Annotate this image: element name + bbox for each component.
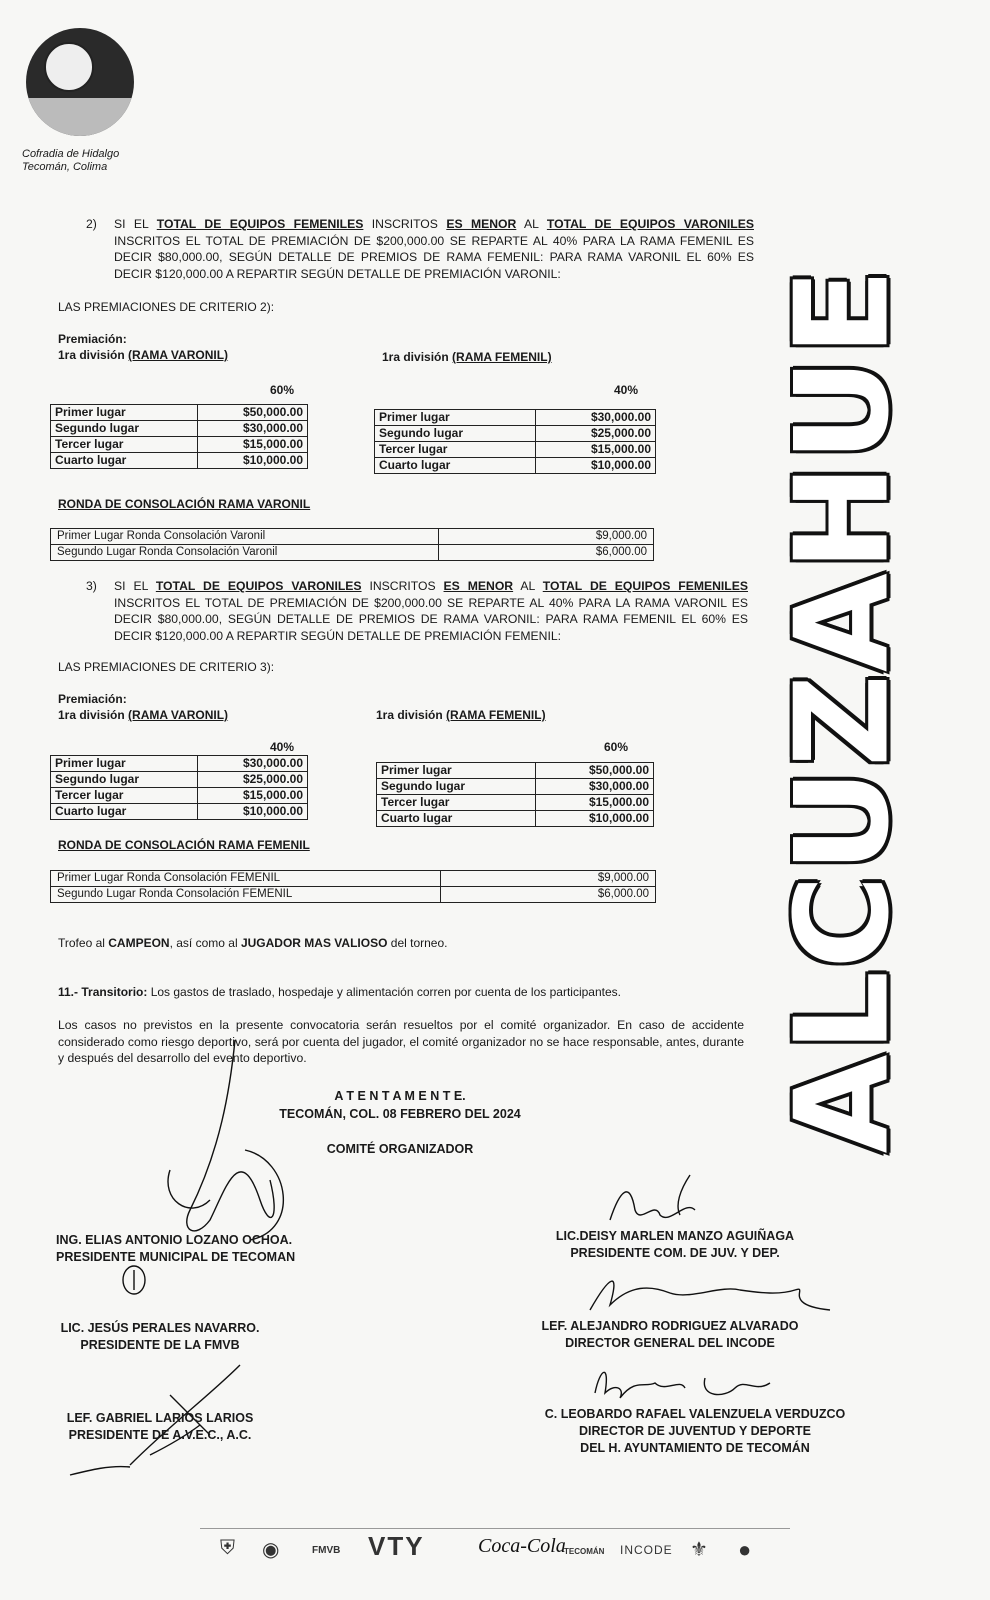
consolation-title-varonil: RONDA DE CONSOLACIÓN RAMA VARONIL [58,497,311,511]
volleyball-icon [44,42,94,92]
sponsor-cocacola: Coca-Cola [478,1535,566,1557]
brand-banner [768,210,918,1210]
right-percent: 60% [604,740,629,754]
sponsor-vty: VTY [368,1531,425,1561]
closing-place-date: TECOMÁN, COL. 08 FEBRERO DEL 2024 [279,1107,521,1121]
criterio-3-heading: LAS PREMIACIONES DE CRITERIO 3): [58,660,275,674]
org-logo [22,28,140,178]
signature-perales [110,1262,170,1302]
signatory-lozano: ING. ELIAS ANTONIO LOZANO OCHOA. PRESIDENTE MUNICIPAL DE TECOMAN [56,1233,296,1264]
left-percent: 40% [270,740,295,754]
signatory-valenzuela: C. LEOBARDO RAFAEL VALENZUELA VERDUZCO DIRECTOR DE JUVENTUD Y DEPORTE DEL H. AYUNTAMIENTO DE TECOMÁN [544,1407,846,1455]
signature-lozano [150,1030,310,1250]
volleyball-club-icon: ◉ [262,1539,280,1561]
casos-paragraph: Los casos no previstos en la presente convocatoria serán resueltos por el comité organizador. En caso de accidente considerado como riesgo deportivo, será por cuenta del jugador, el comité organizador no se hace responsable, antes, durante y después del desarrollo del evento deportivo. [58,1018,744,1065]
sponsor-tecoman: TECOMÁN [564,1547,605,1556]
trofeo-line: Trofeo al CAMPEON, así como al JUGADOR MAS VALIOSO del torneo. [58,936,448,950]
signature-valenzuela [585,1358,785,1408]
consolation-table-varonil [50,528,654,561]
consolation-title-femenil: RONDA DE CONSOLACIÓN RAMA FEMENIL [58,838,310,852]
sponsor-fmvb: FMVB [312,1545,341,1556]
criterio-2-heading: LAS PREMIACIONES DE CRITERIO 2): [58,300,275,314]
table-row: Primer lugar $50,000.00 [377,763,654,779]
signatory-rodriguez: LEF. ALEJANDRO RODRIGUEZ ALVARADO DIRECTOR GENERAL DEL INCODE [541,1319,799,1350]
crocodile-wave-graphic [26,98,134,136]
table-row: Cuarto lugar $10,000.00 [377,811,654,827]
table-row: Tercer lugar $15,000.00 [51,788,308,804]
table-row: Segundo lugar $25,000.00 [375,426,656,442]
prize-table-varonil [50,404,308,469]
table-row: Primer lugar $30,000.00 [375,410,656,426]
prize-table-varonil [50,755,308,820]
table-row: Segundo lugar $30,000.00 [377,779,654,795]
prize-table-femenil [374,409,656,474]
table-row: Cuarto lugar $10,000.00 [51,804,308,820]
signature-rodriguez [580,1265,840,1325]
criterio-2-paragraph: 2) SI EL TOTAL DE EQUIPOS FEMENILES INSCRITOS ES MENOR AL TOTAL DE EQUIPOS VARONILES INSCRITOS EL TOTAL DE PREMIACIÓN DE $200,000.00 SE REPARTE AL 40% PARA LA RAMA FEMENIL ES DECIR $80,000.00, SEGÚN DETALLE DE PREMIOS DE RAMA FEMENIL: PARA RAMA VARONIL EL 60% ES DECIR $120,000.00 A REPARTIR SEGÚN DETALLE DE PREMIACIÓN VARONIL: [86,217,754,281]
premiacion-label: Premiación: [58,692,127,706]
table-row: Tercer lugar $15,000.00 [51,437,308,453]
right-division-label: 1ra división (RAMA FEMENIL) [376,708,546,722]
left-division-label: 1ra división (RAMA VARONIL) [58,708,229,722]
table-row: Tercer lugar $15,000.00 [377,795,654,811]
table-row: Segundo lugar $30,000.00 [51,421,308,437]
closing-committee: COMITÉ ORGANIZADOR [326,1142,474,1156]
right-division-label: 1ra división (RAMA FEMENIL) [382,350,552,364]
right-percent: 40% [614,383,639,397]
criterio-3-paragraph: 3) SI EL TOTAL DE EQUIPOS VARONILES INSCRITOS ES MENOR AL TOTAL DE EQUIPOS FEMENILES INSCRITOS EL TOTAL DE PREMIACIÓN DE $200,000.00 SE REPARTE AL 40% PARA LA RAMA VARONIL ES DECIR $80,000.00, SEGÚN DETALLE DE PREMIOS DE RAMA VARONIL: PARA RAMA FEMENIL EL 60% ES DECIR $120,000.00 A REPARTIR SEGÚN DETALLE DE PREMIACIÓN FEMENIL: [86,579,749,643]
premiacion-label: Premiación: [58,332,127,346]
table-row: Cuarto lugar $10,000.00 [375,458,656,474]
municipal-shield-icon: ⛨ [220,1537,235,1559]
signatory-manzo: LIC.DEISY MARLEN MANZO AGUIÑAGA PRESIDENTE COM. DE JUV. Y DEP. [555,1229,795,1260]
prize-table-femenil [376,762,654,827]
signature-manzo [600,1170,720,1230]
sponsor-strip [200,1528,790,1579]
left-percent: 60% [270,383,295,397]
brand-vertical-text: ALCUZAHUE [768,266,918,1154]
table-row: Primer Lugar Ronda Consolación Varonil $9,000.00 [51,529,654,545]
table-row: Cuarto lugar $10,000.00 [51,453,308,469]
consolation-table-femenil [50,870,656,903]
table-row: Segundo Lugar Ronda Consolación Varonil $6,000.00 [51,545,654,561]
signatory-larios: LEF. GABRIEL LARIOS LARIOS PRESIDENTE DE A.V.E.C., A.C. [66,1411,254,1442]
table-row: Segundo Lugar Ronda Consolación FEMENIL $6,000.00 [51,887,656,903]
left-division-label: 1ra división (RAMA VARONIL) [58,348,229,362]
table-row: Segundo lugar $25,000.00 [51,772,308,788]
table-row: Primer lugar $50,000.00 [51,405,308,421]
closing-atentamente: A T E N T A M E N T E. [334,1089,466,1103]
table-row: Primer lugar $30,000.00 [51,756,308,772]
transitorio-line: 11.- Transitorio: Los gastos de traslado, hospedaje y alimentación corren por cuenta de los participantes. [58,985,621,999]
crest-icon: ⚜ [690,1539,708,1561]
logo-emblem [26,28,134,136]
org-name: Cofradia de Hidalgo Tecomán, Colima [22,148,120,173]
signatory-perales: LIC. JESÚS PERALES NAVARRO. PRESIDENTE DE LA FMVB [60,1321,260,1352]
table-row: Primer Lugar Ronda Consolación FEMENIL $9,000.00 [51,871,656,887]
table-row: Tercer lugar $15,000.00 [375,442,656,458]
volleyball-icon: ● [738,1537,752,1562]
sponsor-incode: INCODE [620,1543,673,1557]
